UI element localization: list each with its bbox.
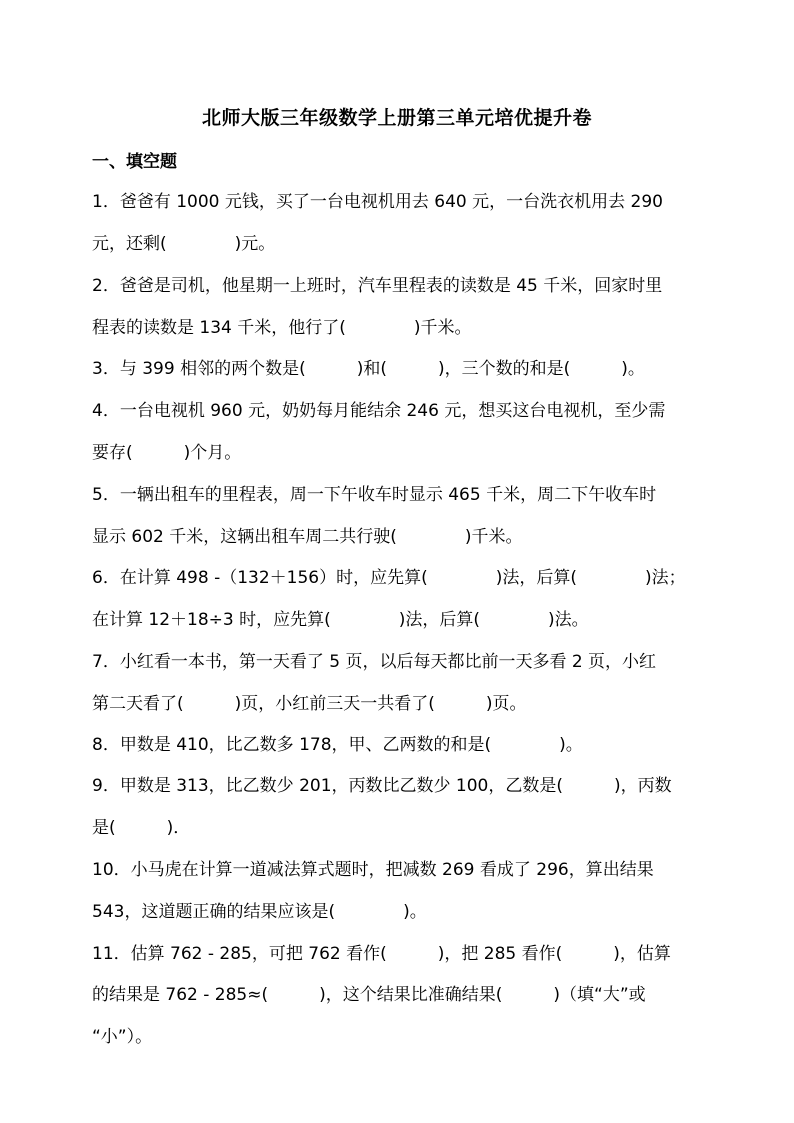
question-line: 7．小红看一本书，第一天看了 5 页，以后每天都比前一天多看 2 页，小红 <box>92 652 657 672</box>
question-line: 第二天看了( )页，小红前三天一共看了( )页。 <box>92 694 527 714</box>
question-line: 程表的读数是 134 千米，他行了( )千米。 <box>92 318 472 338</box>
question-line: 10．小马虎在计算一道减法算式题时，把减数 269 看成了 296，算出结果 <box>92 860 654 880</box>
question-line: 2．爸爸是司机，他星期一上班时，汽车里程表的读数是 45 千米，回家时里 <box>92 276 663 296</box>
question-line: 要存( )个月。 <box>92 443 242 463</box>
question-line: “小”）。 <box>92 1027 153 1047</box>
question-line: 8．甲数是 410，比乙数多 178，甲、乙两数的和是( )。 <box>92 735 583 755</box>
question-line: 4．一台电视机 960 元，奶奶每月能结余 246 元，想买这台电视机，至少需 <box>92 401 666 421</box>
question-line: 的结果是 762 - 285≈( )，这个结果比准确结果( )（填“大”或 <box>92 985 646 1005</box>
page-title: 北师大版三年级数学上册第三单元培优提升卷 <box>201 107 592 129</box>
question-line: 1．爸爸有 1000 元钱，买了一台电视机用去 640 元，一台洗衣机用去 290 <box>92 192 663 212</box>
question-line: 6．在计算 498 -（132＋156）时，应先算( )法，后算( )法； <box>92 568 686 588</box>
question-line: 11．估算 762 - 285，可把 762 看作( )，把 285 看作( )，估算 <box>92 944 671 964</box>
question-line: 5．一辆出租车的里程表，周一下午收车时显示 465 千米，周二下午收车时 <box>92 485 657 505</box>
section-heading: 一、填空题 <box>92 152 177 172</box>
question-line: 显示 602 千米，这辆出租车周二共行驶( )千米。 <box>92 527 523 547</box>
question-line: 在计算 12＋18÷3 时，应先算( )法，后算( )法。 <box>92 610 589 630</box>
question-line: 543，这道题正确的结果应该是( )。 <box>92 902 427 922</box>
question-line: 3．与 399 相邻的两个数是( )和( )，三个数的和是( )。 <box>92 359 645 379</box>
question-line: 元，还剩( )元。 <box>92 234 276 254</box>
question-line: 9．甲数是 313，比乙数少 201，丙数比乙数少 100，乙数是( )，丙数 <box>92 776 672 796</box>
question-line: 是( )． <box>92 818 191 838</box>
